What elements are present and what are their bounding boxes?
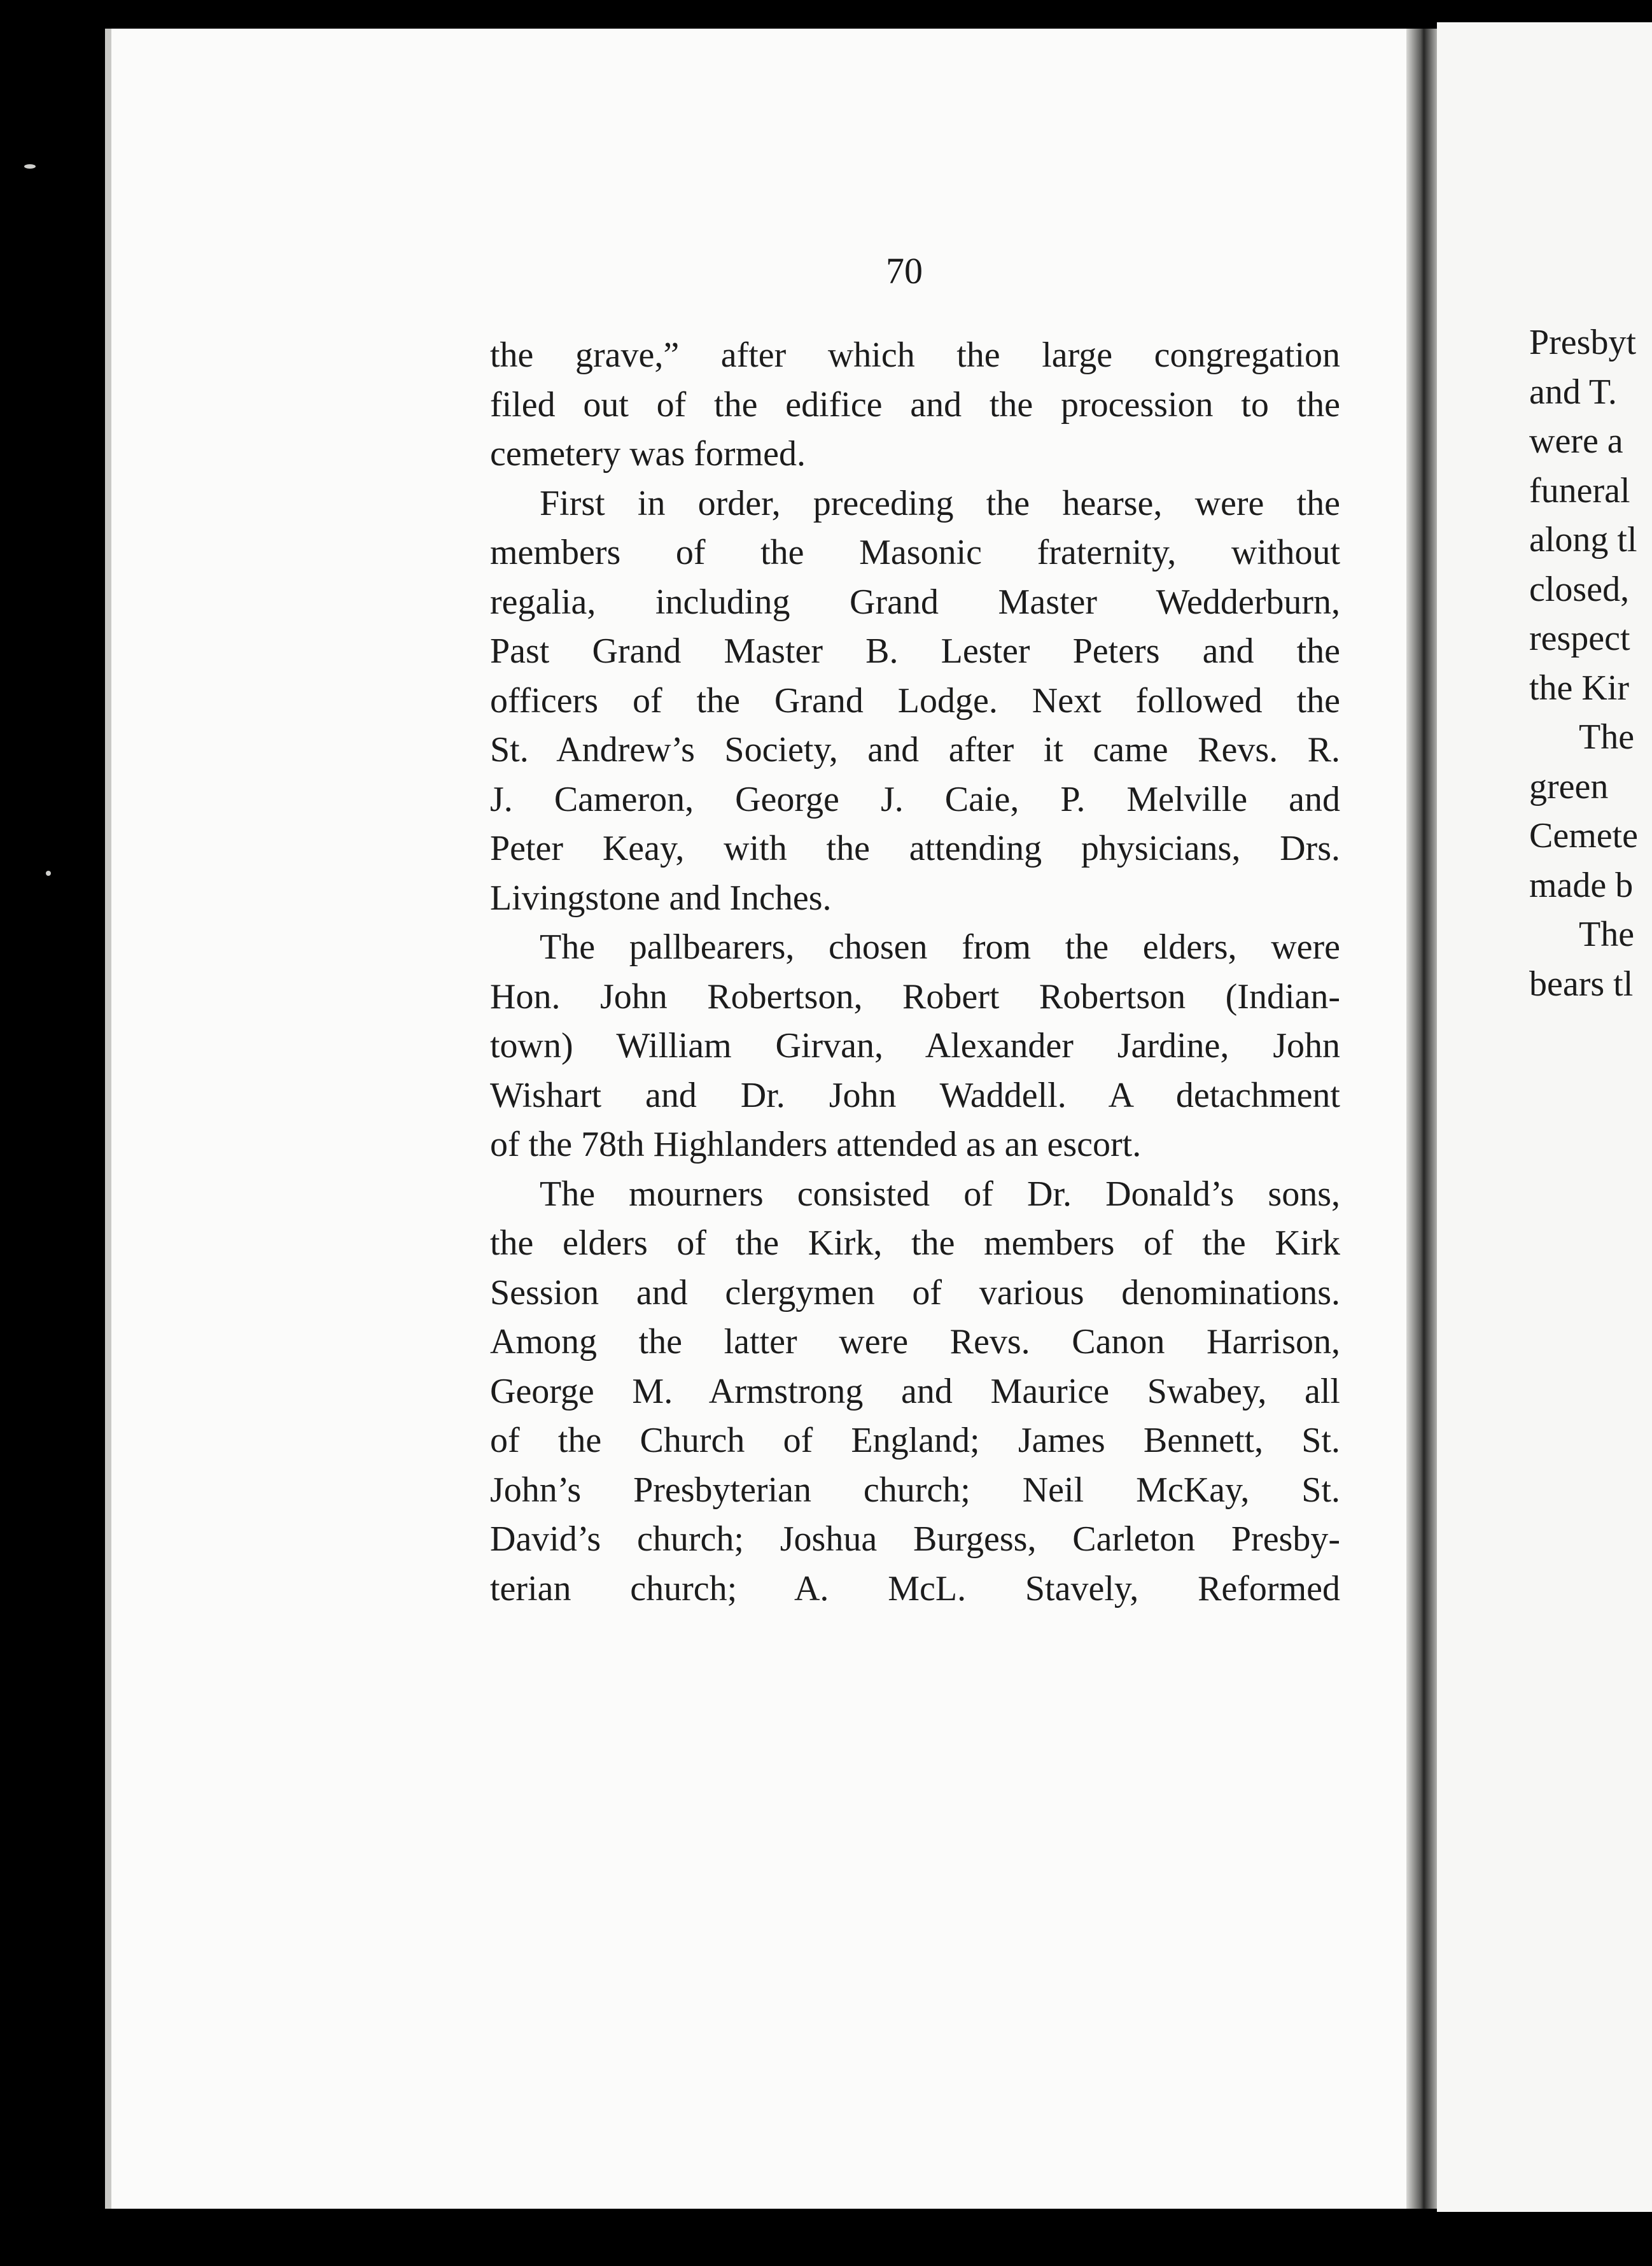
text-line: of the 78th Highlanders attended as an escort. <box>490 1125 1142 1164</box>
text-line: The mourners consisted of Dr. Donald’s sons, <box>540 1174 1340 1214</box>
text-line: Among the latter were Revs. Canon Harrison, <box>490 1322 1340 1362</box>
text-line: and T. <box>1529 372 1617 412</box>
paragraph <box>490 479 1340 924</box>
text-line: John’s Presbyterian church; Neil McKay, St. <box>490 1470 1340 1510</box>
text-line: terian church; A. McL. Stavely, Reformed <box>490 1568 1340 1608</box>
text-line: the Kir <box>1529 668 1630 708</box>
text-line: were a <box>1529 421 1623 461</box>
paragraph <box>490 1170 1340 1614</box>
text-line: Peter Keay, with the attending physicians, Drs. <box>490 829 1340 868</box>
text-line: Hon. John Robertson, Robert Robertson (Indian- <box>490 976 1340 1017</box>
text-line: Cemete <box>1529 816 1639 855</box>
text-line: Past Grand Master B. Lester Peters and the <box>490 631 1340 671</box>
text-line: Wishart and Dr. John Waddell. A detachment <box>490 1075 1340 1115</box>
text-line: The <box>1579 915 1635 954</box>
text-line: George M. Armstrong and Maurice Swabey, all <box>490 1371 1340 1411</box>
text-line: St. Andrew’s Society, and after it came Revs. R. <box>490 730 1340 770</box>
page-number: 70 <box>886 250 923 292</box>
text-line: First in order, preceding the hearse, were the <box>540 483 1340 523</box>
right-page-body <box>1529 318 1638 1009</box>
text-line: The pallbearers, chosen from the elders, were <box>540 927 1340 967</box>
margin-speck <box>24 164 36 169</box>
text-line: closed, <box>1529 569 1630 609</box>
text-line: town) William Girvan, Alexander Jardine, John <box>490 1026 1340 1066</box>
text-line: green <box>1529 766 1609 806</box>
text-line: members of the Masonic fraternity, without <box>490 533 1340 572</box>
text-line: cemetery was formed. <box>490 434 806 474</box>
text-line: Livingstone and Inches. <box>490 878 832 918</box>
text-line: J. Cameron, George J. Caie, P. Melville and <box>490 779 1340 819</box>
text-line: officers of the Grand Lodge. Next followed the <box>490 680 1340 721</box>
text-line: The <box>1579 717 1635 757</box>
left-page-body <box>490 331 1340 1614</box>
text-line: bears tl <box>1529 964 1634 1004</box>
text-line: the elders of the Kirk, the members of the Kirk <box>490 1223 1340 1263</box>
margin-speck <box>46 871 51 876</box>
paragraph <box>490 331 1340 479</box>
text-line: respect <box>1529 619 1630 658</box>
book-gutter <box>1406 29 1438 2209</box>
text-line: made b <box>1529 865 1634 905</box>
text-line: filed out of the edifice and the procession to the <box>490 384 1340 425</box>
text-line: the grave,” after which the large congregation <box>490 335 1340 375</box>
paragraph <box>490 923 1340 1170</box>
text-line: along tl <box>1529 520 1637 559</box>
text-line: funeral <box>1529 470 1630 510</box>
text-line: of the Church of England; James Bennett, St. <box>490 1421 1340 1460</box>
text-line: Session and clergymen of various denominations. <box>490 1272 1340 1312</box>
text-line: David’s church; Joshua Burgess, Carleton Presby- <box>490 1519 1340 1559</box>
text-line: Presbyt <box>1529 323 1636 362</box>
text-line: regalia, including Grand Master Wedderburn, <box>490 582 1340 622</box>
